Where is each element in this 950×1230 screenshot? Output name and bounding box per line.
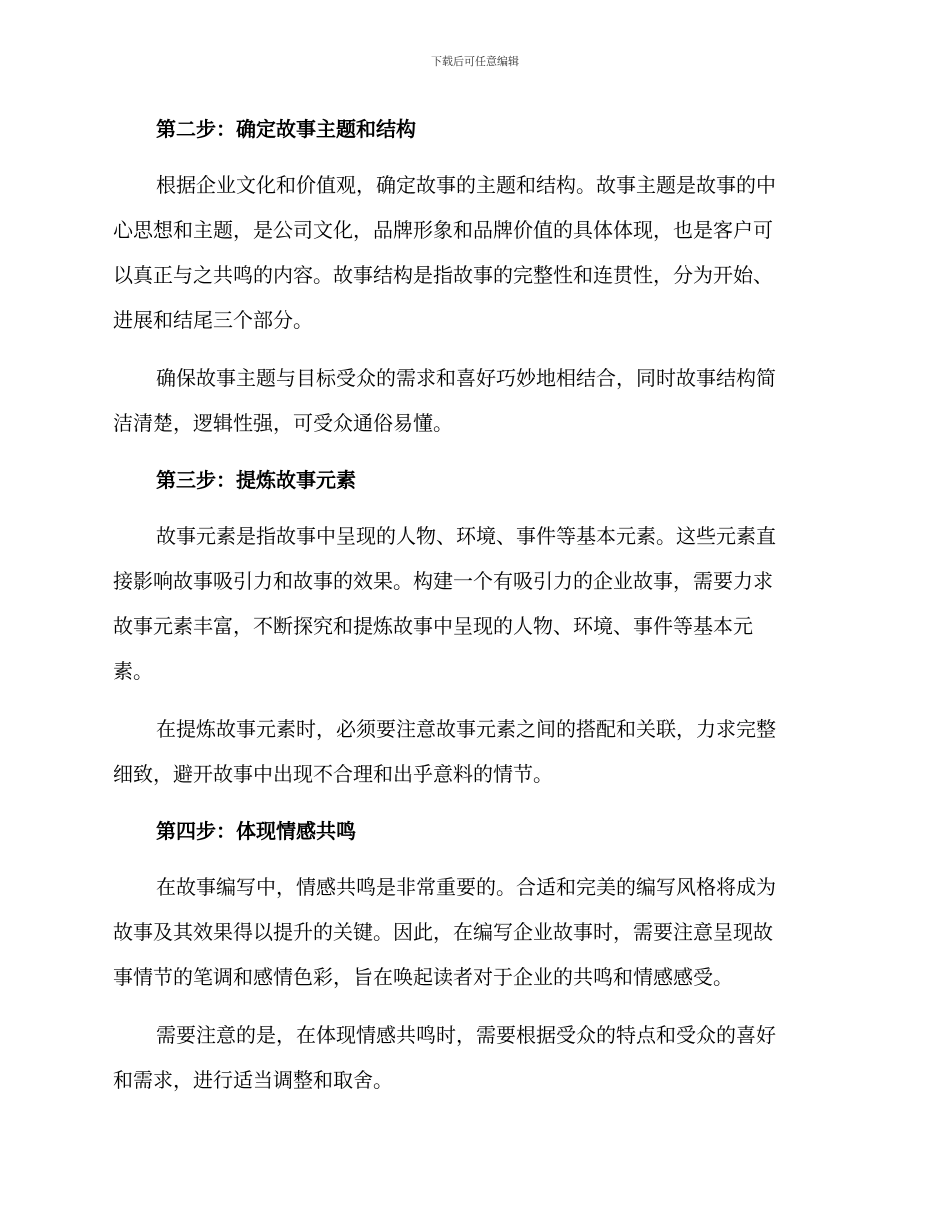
paragraph: 在提炼故事元素时，必须要注意故事元素之间的搭配和关联，力求完整 细致，避开故事中出现不合理和出乎意料的情节。 xyxy=(113,717,776,786)
paragraph: 故事元素是指故事中呈现的人物、环境、事件等基本元素。这些元素直 接影响故事吸引力和故事的效果。构建一个有吸引力的企业故事，需要力求 故事元素丰富，不断探究和提炼故事中呈现的人物、环境、事件等基本元 素。 xyxy=(113,524,776,683)
paragraph: 在故事编写中，情感共鸣是非常重要的。合适和完美的编写风格将成为 故事及其效果得以提升的关键。因此，在编写企业故事时，需要注意呈现故 事情节的笔调和感情色彩，旨在唤起读者对于企业的共鸣和情感感受。 xyxy=(113,875,776,989)
section-heading: 第三步：提炼故事元素 xyxy=(156,468,356,492)
document-body xyxy=(113,107,835,1103)
section-heading: 第二步：确定故事主题和结构 xyxy=(156,117,416,141)
paragraph: 根据企业文化和价值观，确定故事的主题和结构。故事主题是故事的中 心思想和主题，是公司文化，品牌形象和品牌价值的具体体现，也是客户可 以真正与之共鸣的内容。故事结构是指故事的完整性和连贯性，分为开始、 进展和结尾三个部分。 xyxy=(113,173,776,332)
paragraph: 确保故事主题与目标受众的需求和喜好巧妙地相结合，同时故事结构简 洁清楚，逻辑性强，可受众通俗易懂。 xyxy=(113,366,776,435)
paragraph: 需要注意的是，在体现情感共鸣时，需要根据受众的特点和受众的喜好 和需求，进行适当调整和取舍。 xyxy=(113,1023,776,1092)
page-header: 下载后可任意编辑 xyxy=(431,55,519,68)
section-heading: 第四步：体现情感共鸣 xyxy=(156,819,356,843)
